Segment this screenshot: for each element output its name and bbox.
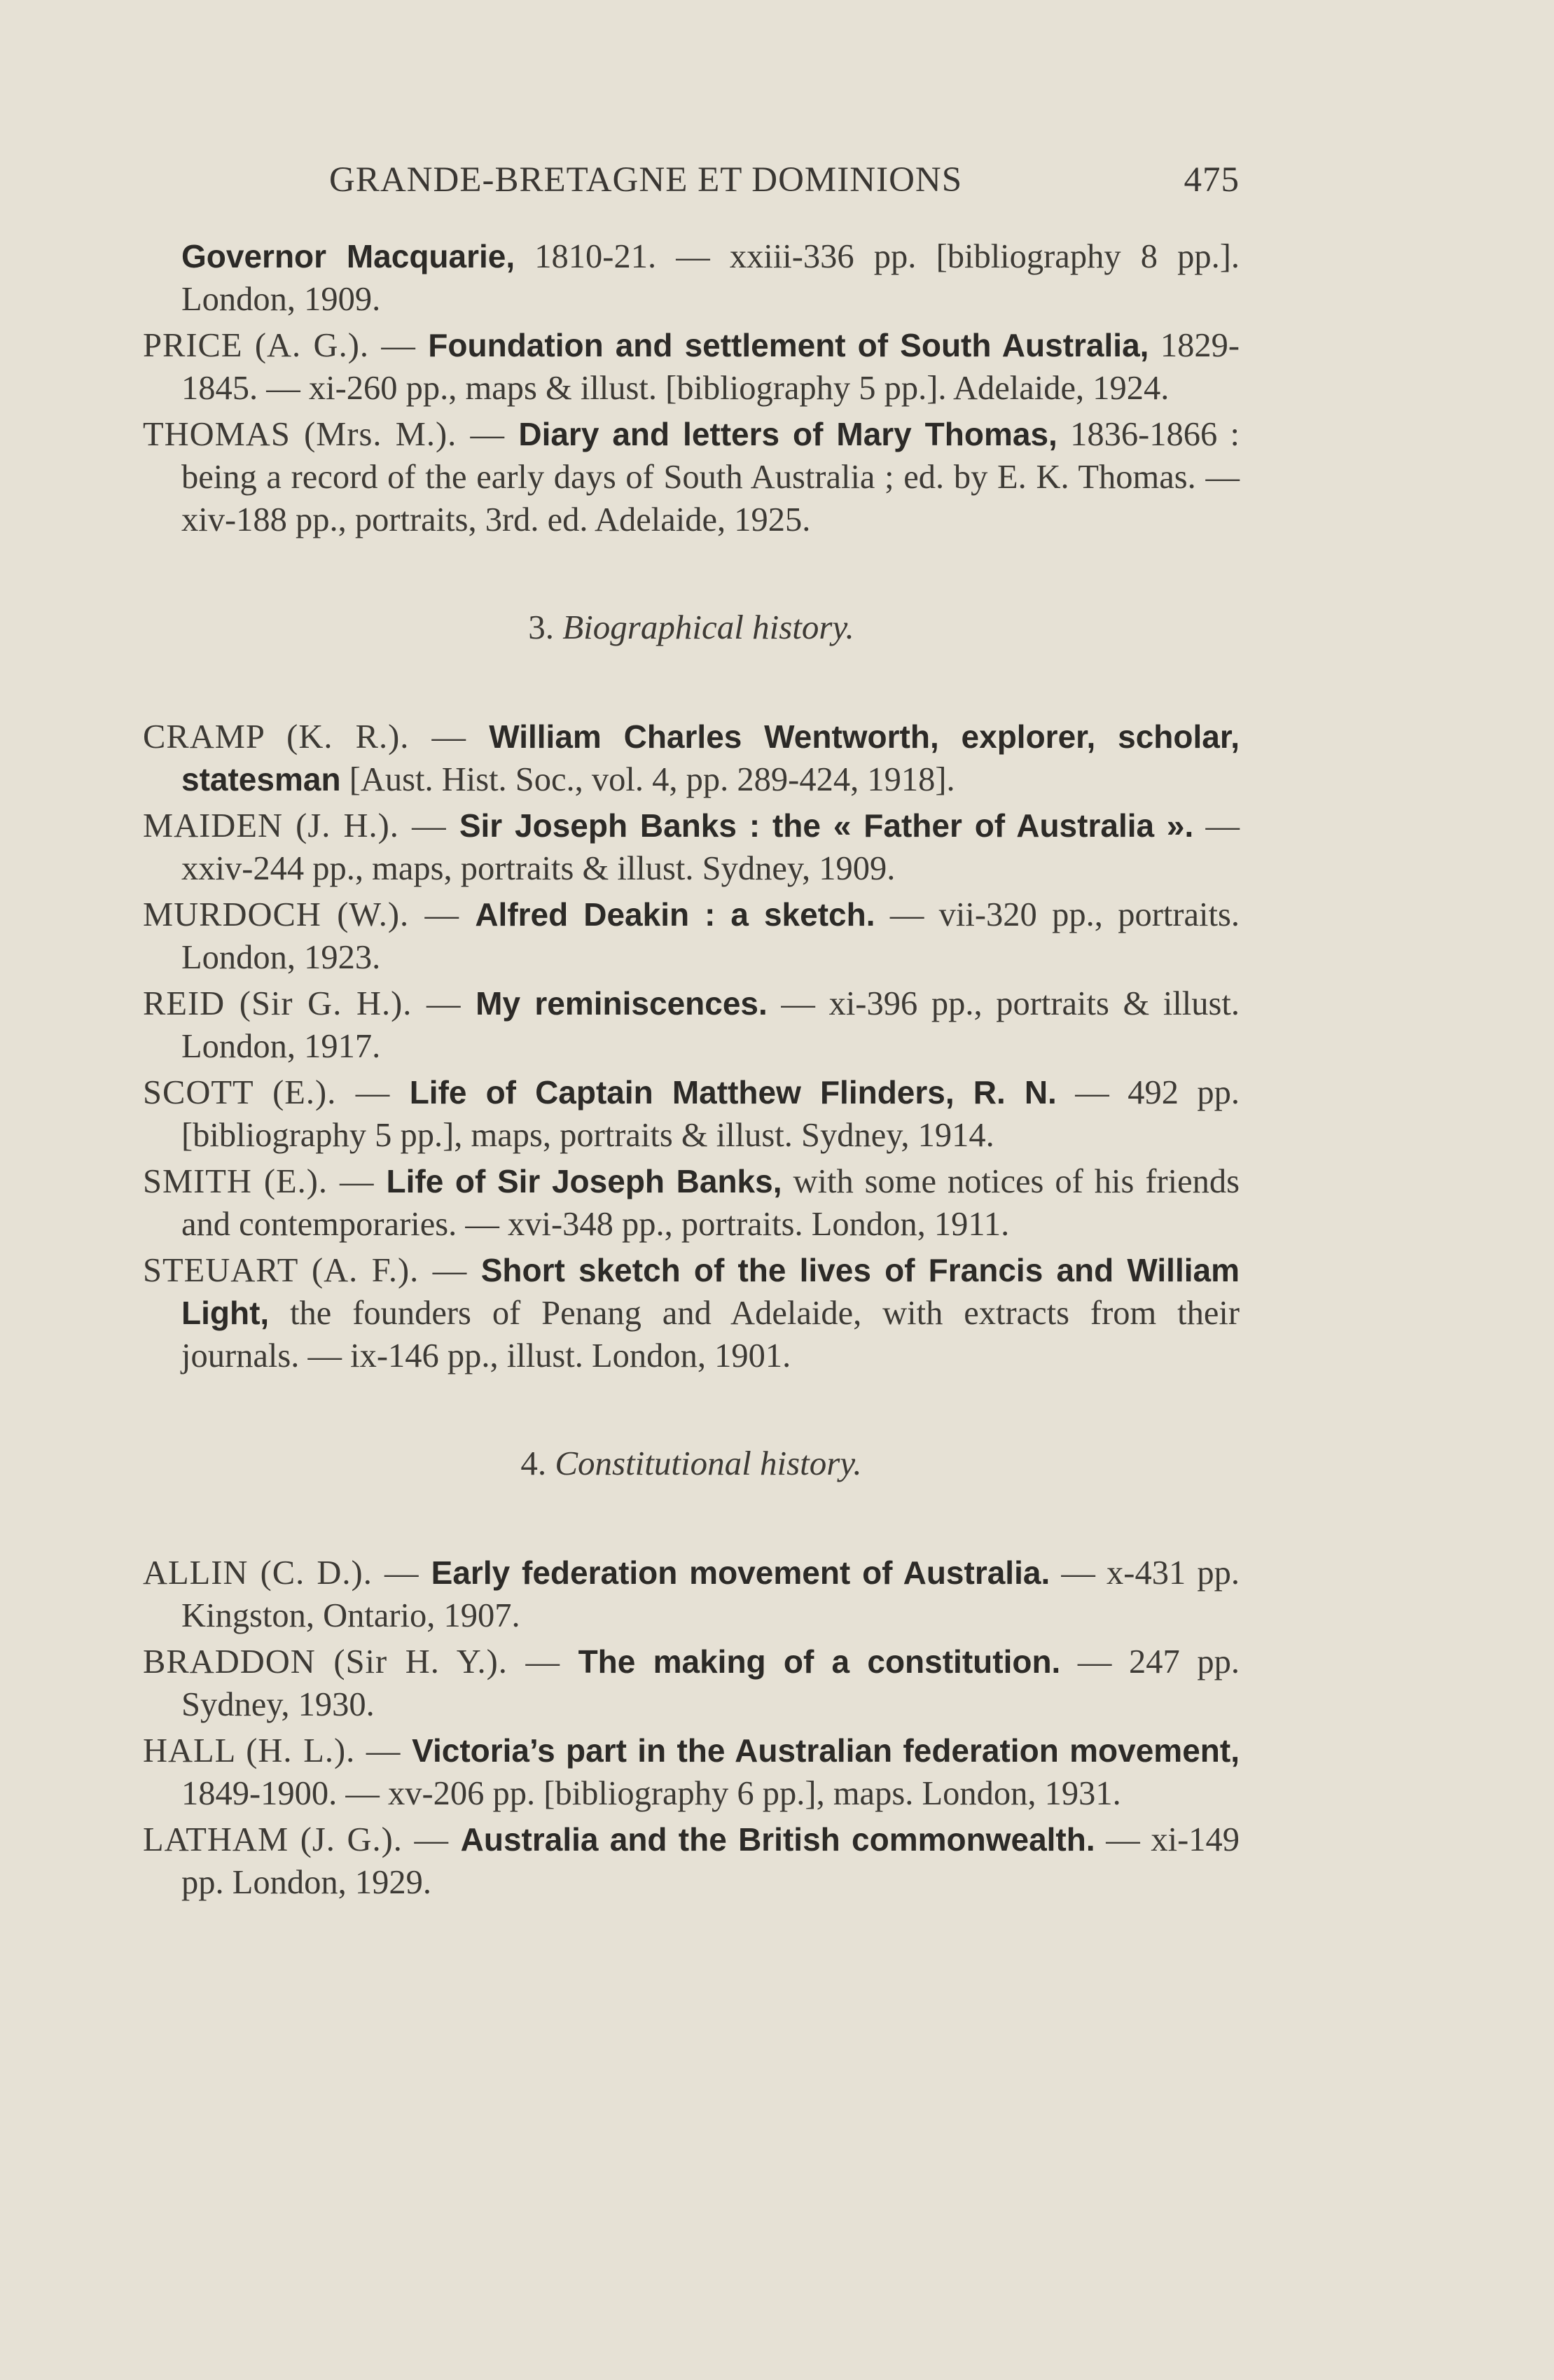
entry-author: REID (Sir G. H.). — <box>143 985 476 1022</box>
bib-entry <box>143 413 1240 541</box>
entry-author: PRICE (A. G.). — <box>143 327 429 364</box>
entry-author: MAIDEN (J. H.). — <box>143 807 459 844</box>
section-title: Constitutional history. <box>555 1444 862 1482</box>
entry-details: — xxiv-244 pp., maps, portraits & illust. Sydney, 1909. <box>181 807 1240 887</box>
running-header <box>329 160 1240 200</box>
entry-details: — 492 pp. [bibliography 5 pp.], maps, portraits & illust. Sydney, 1914. <box>181 1074 1240 1154</box>
entry-author: THOMAS (Mrs. M.). — <box>143 416 519 453</box>
section-number: 3. <box>528 608 554 646</box>
bib-entry <box>143 716 1240 801</box>
entry-title: Diary and letters of Mary Thomas, <box>518 416 1057 452</box>
entry-details: — xi-149 pp. London, 1929. <box>181 1821 1240 1901</box>
entry-title: My reminiscences. <box>476 985 768 1022</box>
entry-details: the founders of Penang and Adelaide, with extracts from their journals. — ix-146 pp., illust. London, 1901. <box>181 1295 1240 1375</box>
entry-author: ALLIN (C. D.). — <box>143 1554 431 1592</box>
page-number: 475 <box>1184 160 1240 200</box>
entry-title: Life of Captain Matthew Flinders, R. N. <box>409 1074 1057 1111</box>
bibliography-body <box>143 235 1240 1907</box>
entry-author: LATHAM (J. G.). — <box>143 1821 461 1858</box>
entry-details: — x-431 pp. Kingston, Ontario, 1907. <box>181 1554 1240 1634</box>
entry-author: MURDOCH (W.). — <box>143 896 476 933</box>
entry-title: William Charles Wentworth, explorer, scholar, statesman <box>181 718 1240 798</box>
bib-entry <box>143 893 1240 979</box>
entry-details: with some notices of his friends and contemporaries. — xvi-348 pp., portraits. London, 1911. <box>181 1163 1240 1243</box>
entry-title: Life of Sir Joseph Banks, <box>386 1163 782 1199</box>
section-heading-constitutional <box>143 1442 1240 1484</box>
entry-details: 1810-21. — xxiii-336 pp. [bibliography 8 pp.]. London, 1909. <box>181 238 1240 318</box>
entry-title: Early federation movement of Australia. <box>431 1554 1050 1591</box>
entry-author: STEUART (A. F.). — <box>143 1252 481 1289</box>
bib-entry <box>143 805 1240 890</box>
entry-author: BRADDON (Sir H. Y.). — <box>143 1643 578 1680</box>
bib-entry <box>143 1552 1240 1637</box>
bib-entry <box>143 324 1240 410</box>
entry-title: Governor Macquarie, <box>181 238 515 274</box>
section-heading-biographical <box>143 606 1240 648</box>
entry-details: — 247 pp. Sydney, 1930. <box>181 1643 1240 1723</box>
bib-entry <box>143 1641 1240 1726</box>
running-title: GRANDE-BRETAGNE ET DOMINIONS <box>329 160 963 200</box>
continued-entry <box>143 235 1240 321</box>
entry-details: — xi-396 pp., portraits & illust. London, 1917. <box>181 985 1240 1065</box>
bib-entry <box>143 1071 1240 1157</box>
entry-title: Sir Joseph Banks : the « Father of Australia ». <box>459 807 1194 844</box>
entry-title: Victoria’s part in the Australian federation movement, <box>412 1732 1240 1769</box>
bib-entry <box>143 1249 1240 1377</box>
section-number: 4. <box>520 1444 547 1482</box>
bib-entry <box>143 1818 1240 1904</box>
entry-author: SCOTT (E.). — <box>143 1074 410 1111</box>
bib-entry <box>143 1160 1240 1246</box>
entry-author: SMITH (E.). — <box>143 1163 387 1200</box>
section-title: Biographical history. <box>562 608 854 646</box>
entry-title: Alfred Deakin : a sketch. <box>475 896 875 933</box>
entry-details: 1829-1845. — xi-260 pp., maps & illust. [bibliography 5 pp.]. Adelaide, 1924. <box>181 327 1240 407</box>
entry-author: CRAMP (K. R.). — <box>143 718 490 756</box>
entry-title: Foundation and settlement of South Australia, <box>428 327 1149 363</box>
entry-details: 1849-1900. — xv-206 pp. [bibliography 6 pp.], maps. London, 1931. <box>181 1775 1121 1812</box>
entry-title: Short sketch of the lives of Francis and William Light, <box>181 1252 1240 1331</box>
entry-details: — vii-320 pp., portraits. London, 1923. <box>181 896 1240 976</box>
entry-details: 1836-1866 : being a record of the early days of South Australia ; ed. by E. K. Thomas. — xiv-188 pp., portraits, 3rd. ed. Adelaide, 1925. <box>181 416 1240 538</box>
entry-title: The making of a constitution. <box>578 1643 1061 1680</box>
entry-title: Australia and the British commonwealth. <box>460 1821 1095 1858</box>
entry-details: [Aust. Hist. Soc., vol. 4, pp. 289-424, 1918]. <box>340 761 955 798</box>
bib-entry <box>143 1730 1240 1815</box>
bib-entry <box>143 982 1240 1068</box>
entry-author: HALL (H. L.). — <box>143 1732 412 1769</box>
